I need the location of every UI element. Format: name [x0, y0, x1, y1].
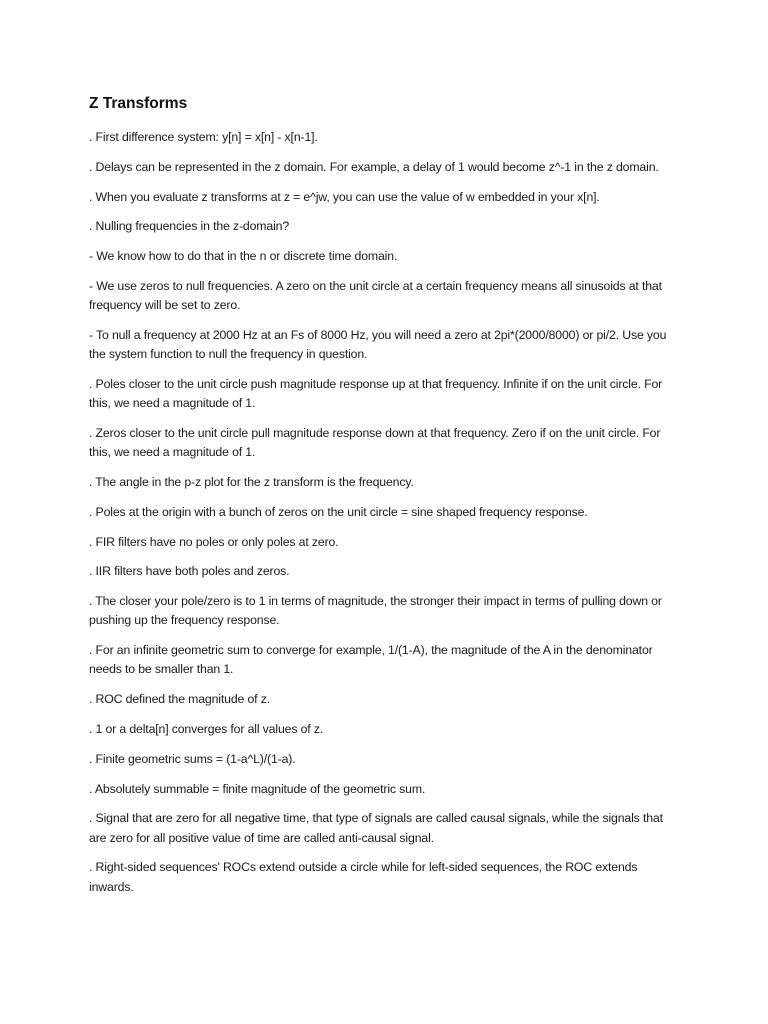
note-item: . Finite geometric sums = (1-a^L)/(1-a). [89, 751, 296, 766]
document-body [89, 93, 679, 907]
note-item: . When you evaluate z transforms at z = e^jw, you can use the value of w embedded in your x[n]. [89, 189, 600, 204]
note-item: . The angle in the p-z plot for the z transform is the frequency. [89, 474, 414, 489]
note-item: . IIR filters have both poles and zeros. [89, 564, 290, 579]
note-item: . FIR filters have no poles or only poles at zero. [89, 534, 339, 549]
note-item: - We know how to do that in the n or discrete time domain. [89, 249, 398, 264]
note-item: . 1 or a delta[n] converges for all values of z. [89, 721, 324, 736]
note-item: . For an infinite geometric sum to converge for example, 1/(1-A), the magnitude of the A in the denominator needs to be smaller than 1. [89, 643, 653, 677]
note-item: . First difference system: y[n] = x[n] - x[n-1]. [89, 130, 318, 144]
note-item: . Nulling frequencies in the z-domain? [89, 219, 290, 234]
note-item: . Delays can be represented in the z domain. For example, a delay of 1 would become z^-1 in the z domain. [89, 159, 659, 174]
note-item: . Right-sided sequences' ROCs extend outside a circle while for left-sided sequences, the ROC extends inwards. [89, 860, 638, 894]
document-title: Z Transforms [89, 95, 188, 112]
note-item: . ROC defined the magnitude of z. [89, 692, 270, 707]
note-item: . Absolutely summable = finite magnitude of the geometric sum. [89, 781, 426, 796]
note-item: - To null a frequency at 2000 Hz at an Fs of 8000 Hz, you will need a zero at 2pi*(2000/8000) or pi/2. Use you the system function to null the frequency in question. [89, 327, 667, 362]
note-item: . The closer your pole/zero is to 1 in terms of magnitude, the stronger their impact in terms of pulling down or pushing up the frequency response. [89, 594, 662, 628]
note-item: - We use zeros to null frequencies. A zero on the unit circle at a certain frequency means all sinusoids at that frequency will be set to zero. [89, 278, 662, 313]
note-item: . Zeros closer to the unit circle pull magnitude response down at that frequency. Zero if on the unit circle. For this, we need a magnitude of 1. [89, 425, 661, 460]
note-item: . Signal that are zero for all negative time, that type of signals are called causal signals, while the signals that are zero for all positive value of time are called anti-causal signal. [89, 811, 663, 845]
note-item: . Poles closer to the unit circle push magnitude response up at that frequency. Infinite if on the unit circle. For this, we need a magnitude of 1. [89, 376, 663, 411]
note-item: . Poles at the origin with a bunch of zeros on the unit circle = sine shaped frequency response. [89, 504, 588, 519]
